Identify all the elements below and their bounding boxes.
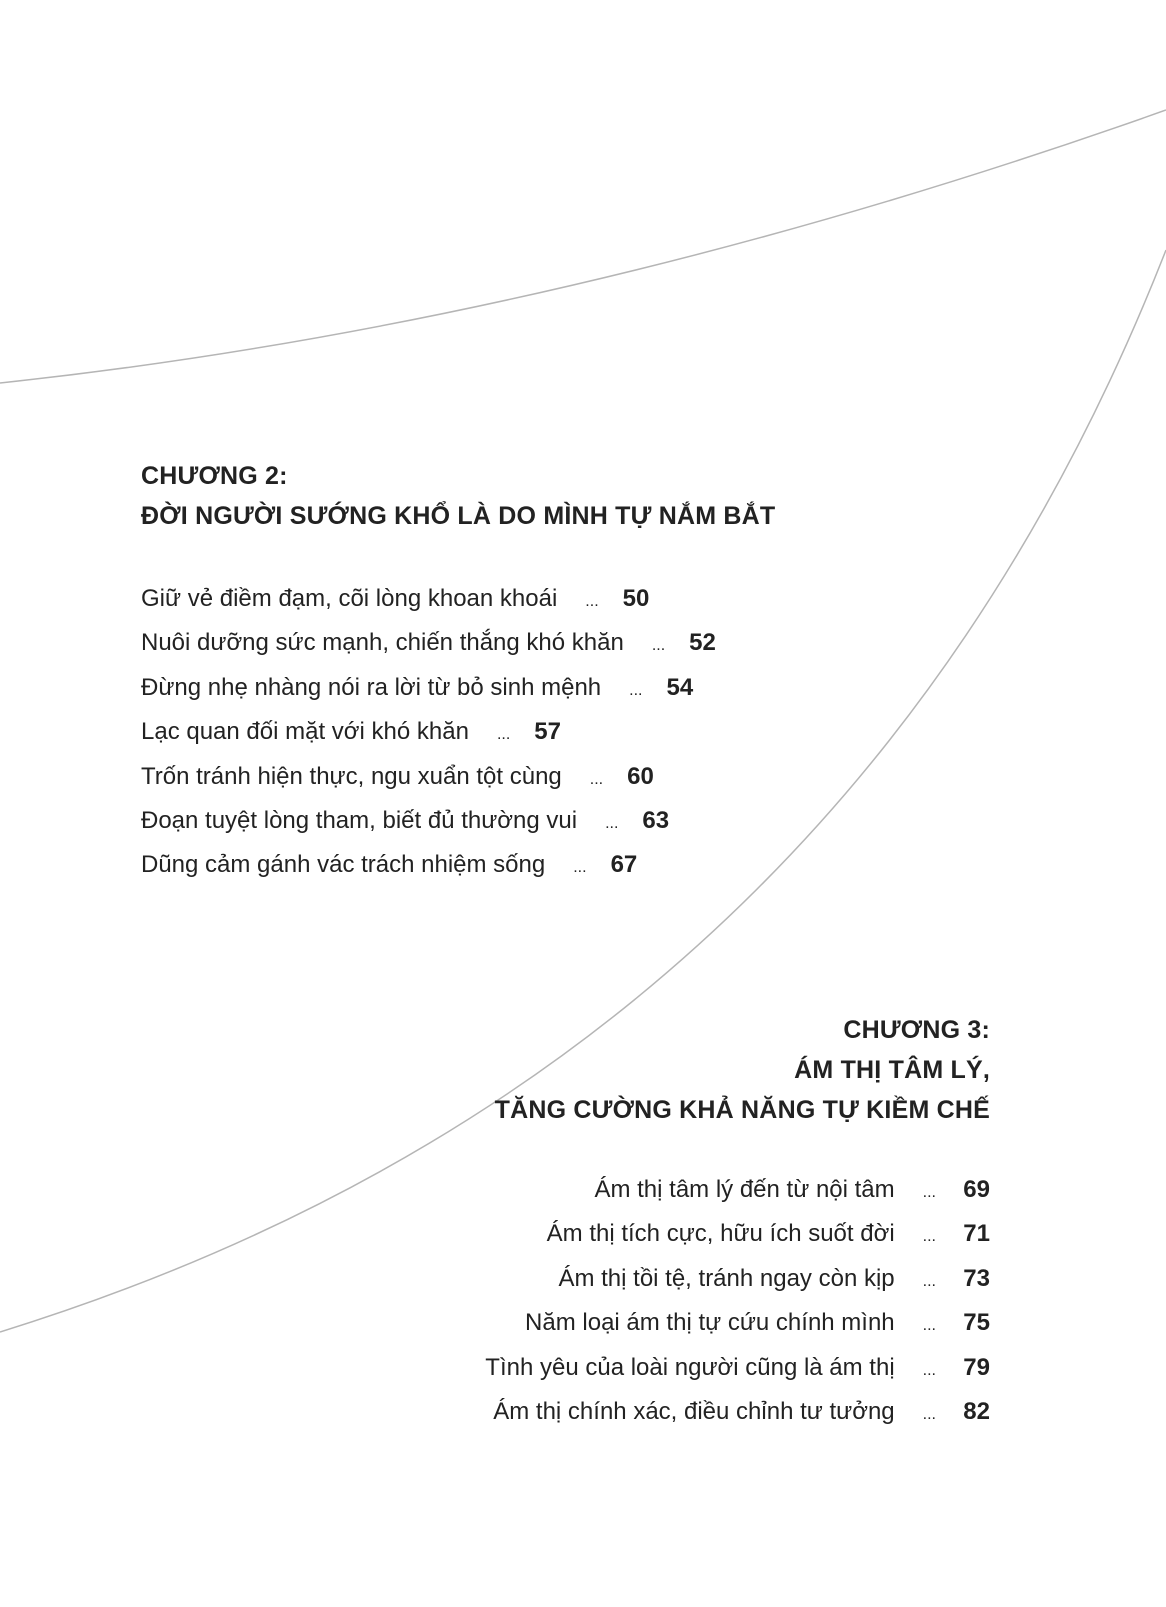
toc-entry[interactable]	[141, 800, 901, 844]
toc-entry[interactable]	[141, 578, 901, 622]
toc-entry-page: 63	[642, 807, 670, 835]
chapter-2-section	[141, 456, 901, 889]
toc-entry[interactable]	[141, 622, 901, 666]
toc-entry[interactable]	[230, 1213, 990, 1257]
chapter-2-toc	[141, 578, 901, 889]
toc-entry-leader: ...	[922, 1228, 936, 1246]
toc-entry-leader: ...	[922, 1272, 936, 1290]
toc-entry-page: 50	[622, 585, 650, 612]
toc-entry-title: Ám thị tồi tệ, tránh ngay còn kịp	[558, 1264, 895, 1292]
toc-entry-title: Trốn tránh hiện thực, ngu xuẩn tột cùng	[141, 762, 562, 790]
toc-entry-leader: ...	[589, 770, 604, 788]
toc-entry-leader: ...	[922, 1406, 936, 1424]
toc-entry[interactable]	[230, 1302, 990, 1346]
toc-entry-title: Đừng nhẹ nhàng nói ra lời từ bỏ sinh mệnh	[141, 673, 602, 701]
toc-entry-title: Ám thị tâm lý đến từ nội tâm	[594, 1176, 895, 1203]
toc-entry[interactable]	[230, 1347, 990, 1391]
toc-entry-leader: ...	[573, 859, 587, 877]
toc-entry-title: Giữ vẻ điềm đạm, cõi lòng khoan khoái	[141, 585, 558, 612]
chapter-3-title-line-1: ÁM THỊ TÂM LÝ,	[794, 1056, 990, 1084]
toc-entry[interactable]	[230, 1258, 990, 1302]
toc-entry[interactable]	[141, 667, 901, 711]
toc-entry-title: Dũng cảm gánh vác trách nhiệm sống	[141, 851, 546, 879]
toc-entry-page: 82	[963, 1398, 990, 1426]
toc-entry-title: Năm loại ám thị tự cứu chính mình	[525, 1309, 895, 1337]
chapter-3-label: CHƯƠNG 3:	[843, 1016, 990, 1044]
chapter-3-title-line-2: TĂNG CƯỜNG KHẢ NĂNG TỰ KIỀM CHẾ	[494, 1096, 990, 1124]
toc-entry-leader: ...	[922, 1361, 936, 1379]
toc-entry-title: Nuôi dưỡng sức mạnh, chiến thắng khó khăn	[141, 629, 624, 657]
toc-entry[interactable]	[141, 844, 901, 888]
toc-entry-leader: ...	[605, 815, 619, 833]
toc-entry-page: 67	[610, 851, 638, 879]
chapter-3-section	[230, 1010, 990, 1435]
chapter-3-toc	[230, 1169, 990, 1435]
toc-entry[interactable]	[230, 1391, 990, 1435]
toc-entry-page: 73	[963, 1264, 990, 1292]
toc-entry-page: 52	[689, 629, 716, 657]
toc-entry[interactable]	[230, 1169, 990, 1213]
toc-entry-page: 71	[963, 1220, 990, 1248]
toc-entry-leader: ...	[629, 681, 643, 699]
toc-entry[interactable]	[141, 756, 901, 800]
chapter-2-label: CHƯƠNG 2:	[141, 462, 288, 490]
toc-entry-title: Ám thị chính xác, điều chỉnh tư tưởng	[493, 1398, 895, 1426]
toc-entry-title: Đoạn tuyệt lòng tham, biết đủ thường vui	[141, 807, 578, 835]
toc-entry-title: Ám thị tích cực, hữu ích suốt đời	[546, 1220, 895, 1248]
chapter-2-title: ĐỜI NGƯỜI SƯỚNG KHỔ LÀ DO MÌNH TỰ NẮM BẮT	[141, 502, 776, 530]
toc-entry-leader: ...	[651, 637, 666, 655]
toc-entry-page: 75	[963, 1309, 990, 1337]
toc-entry-page: 54	[666, 673, 694, 701]
toc-entry[interactable]	[141, 711, 901, 755]
upper-arc	[0, 110, 1166, 383]
toc-entry-page: 69	[963, 1176, 990, 1203]
toc-entry-title: Lạc quan đối mặt với khó khăn	[141, 718, 469, 746]
toc-entry-leader: ...	[922, 1184, 936, 1201]
toc-entry-leader: ...	[496, 726, 511, 744]
toc-entry-page: 57	[534, 718, 561, 746]
toc-entry-title: Tình yêu của loài người cũng là ám thị	[485, 1353, 895, 1381]
toc-entry-page: 60	[627, 762, 654, 790]
toc-entry-leader: ...	[922, 1317, 936, 1335]
toc-entry-leader: ...	[585, 593, 599, 610]
toc-entry-page: 79	[963, 1353, 990, 1381]
